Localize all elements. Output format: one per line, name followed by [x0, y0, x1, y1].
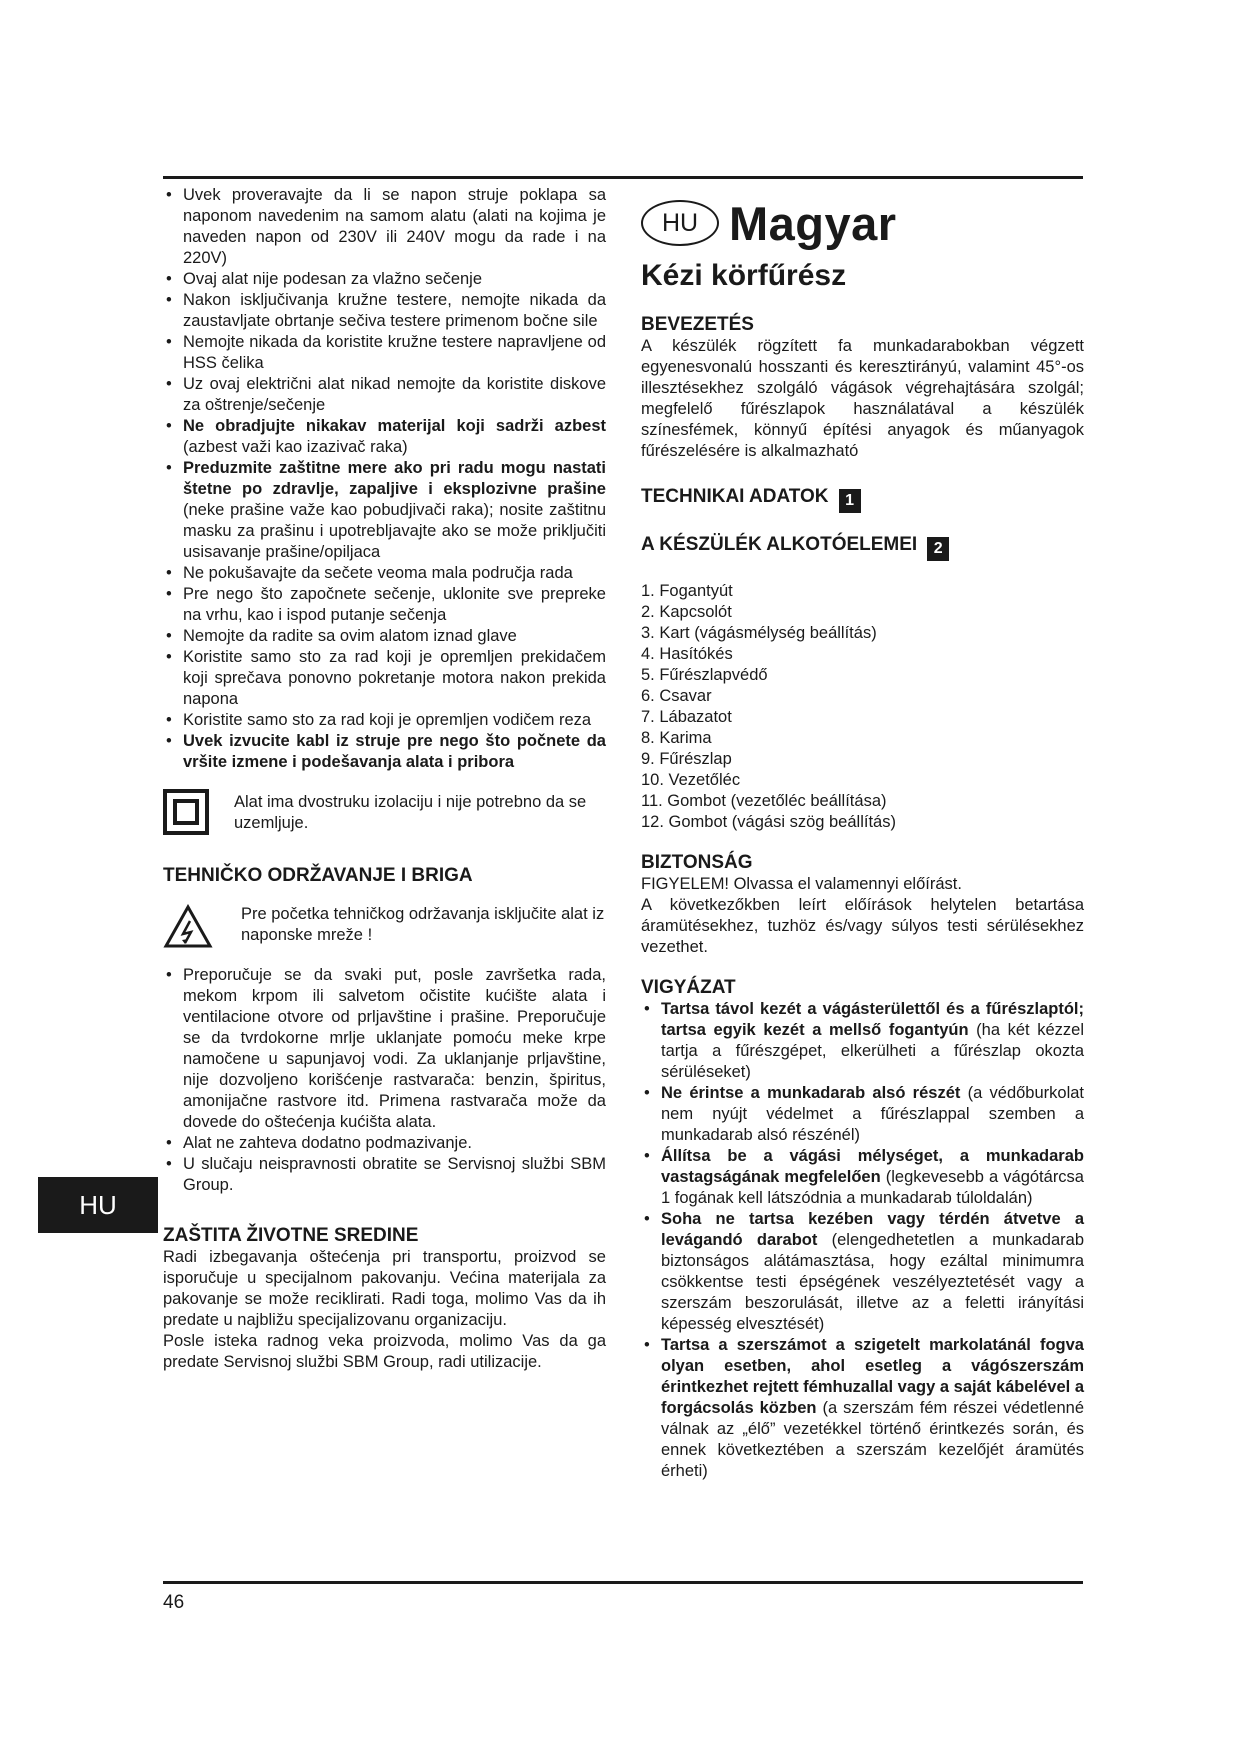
caution-bullet-list [641, 999, 1084, 1482]
language-code-oval: HU [641, 200, 719, 246]
left-column [163, 185, 606, 1373]
maintenance-warning-text: Pre početka tehničkog održavanja isključite alat iz naponske mreže ! [241, 905, 605, 944]
maintenance-bullet-list [163, 965, 606, 1196]
part-item: 5. Fűrészlapvédő [641, 666, 768, 684]
bold-text: Preduzmite zaštitne mere ako pri radu mogu nastati štetne po zdravlje, zapaljive i eksplozivne prašine [183, 459, 606, 498]
part-item: 9. Fűrészlap [641, 750, 732, 768]
part-item: 11. Gombot (vezetőléc beállítása) [641, 792, 887, 810]
body-text: Nemojte da radite sa ovim alatom iznad glave [183, 627, 517, 645]
safety-bullet-item [163, 563, 606, 584]
electric-warning-icon [163, 904, 213, 949]
caution-bullet-item [641, 999, 1084, 1083]
safety-heading: BIZTONSÁG [641, 852, 753, 873]
environment-paragraph-2: Posle isteka radnog veka proizvoda, molimo Vas da ga predate Servisnoj službi SBM Group, radi utilizacije. [163, 1332, 606, 1371]
caution-bullet-item [641, 1146, 1084, 1209]
top-rule [163, 176, 1083, 179]
maintenance-bullet-item: • Alat ne zahteva dodatno podmazivanje. [163, 1133, 606, 1154]
product-title: Kézi körfűrész [641, 259, 847, 292]
double-insulation-icon [163, 789, 209, 835]
safety-bullet-item [163, 647, 606, 710]
safety-bullet-item [163, 416, 606, 458]
right-column [641, 192, 1084, 1482]
body-text: (a védőburkolat nem nyújt védelmet a fűrészlappal szemben a munkadarab alsó részénél) [661, 1084, 1084, 1144]
environment-paragraph-1: Radi izbegavanja oštećenja pri transportu, proizvod se isporučuje u specijalnom pakovanju. Većina materijala za pakovanje se može reciklirati. Radi toga, molimo Vas da ih predate u najbližu specijalizovanu organizaciju. [163, 1248, 606, 1329]
safety-attention: FIGYELEM! Olvassa el valamennyi előírást. [641, 875, 962, 893]
body-text: Koristite samo sto za rad koji je opremljen prekidačem koji sprečava ponovno pokretanje motora nakon prekida napona [183, 648, 606, 708]
bold-text: Ne érintse a munkadarab alsó részét [661, 1084, 961, 1102]
part-item: 1. Fogantyút [641, 582, 733, 600]
body-text: Nakon isključivanja kružne testere, nemojte nikada da zaustavljate obrtanje sečiva testere primenom bočne sile [183, 291, 606, 330]
part-item: 4. Hasítókés [641, 645, 733, 663]
safety-text: A következőkben leírt előírások helytelen betartása áramütésekhez, tuzhöz és/vagy súlyos testi sérülésekhez vezethet. [641, 896, 1084, 956]
body-text: Uz ovaj električni alat nikad nemojte da koristite diskove za oštrenje/sečenje [183, 375, 606, 414]
page-number: 46 [163, 1592, 185, 1613]
part-item: 8. Karima [641, 729, 712, 747]
safety-bullet-item [163, 332, 606, 374]
body-text: (neke prašine važe kao pobudjivači raka); nosite zaštitnu masku za prašinu i upotrebljavajte ako se može priključiti usisavanje prašine/opiljaca [183, 501, 606, 561]
maintenance-bullet-item: • U slučaju neispravnosti obratite se Servisnoj službi SBM Group. [163, 1154, 606, 1196]
maintenance-warning [163, 904, 606, 949]
maintenance-heading: TEHNIČKO ODRŽAVANJE I BRIGA [163, 865, 473, 886]
language-name: Magyar [729, 196, 897, 250]
bold-text: Tartsa a szerszámot a szigetelt markolatánál fogva olyan esetben, ahol esetleg a vágószerszám érintkezhet rejtett fémhuzallal vagy a saját kábelével a forgácsolás közben [661, 1336, 1084, 1417]
body-text: (ha két kézzel tartja a fűrészgépet, elkerülheti a fűrészlap okozta sérüléseket) [661, 1021, 1084, 1081]
environment-heading: ZAŠTITA ŽIVOTNE SREDINE [163, 1225, 419, 1246]
figure-2-marker: 2 [927, 537, 949, 561]
double-insulation-text: Alat ima dvostruku izolaciju i nije potrebno da se uzemljuje. [234, 793, 587, 832]
safety-bullet-item [163, 374, 606, 416]
bottom-rule [163, 1581, 1083, 1584]
body-text: (elengedhetetlen a munkadarab biztonságos alátámasztása, hogy ezáltal minimumra csökkentse testi épségének veszélyeztetését vagy a szerszám beszorulását, illetve az a feletti irányítási képesség elvesztését) [661, 1231, 1084, 1333]
body-text: (a szerszám fém részei védetlenné válnak az „élő” vezetékkel történő érintkezés során, és ennek következtében a szerszám kezelőjét áramütés érheti) [661, 1399, 1084, 1480]
safety-bullet-item [163, 290, 606, 332]
body-text: Ne pokušavajte da sečete veoma mala područja rada [183, 564, 573, 582]
part-item: 12. Gombot (vágási szög beállítás) [641, 813, 896, 831]
bold-text: Uvek izvucite kabl iz struje pre nego što počnete da vršite izmene i podešavanja alata i pribora [183, 732, 606, 771]
double-insulation-note [163, 789, 606, 835]
bold-text: Soha ne tartsa kezében vagy térdén átvetve a levágandó darabot [661, 1210, 1084, 1249]
language-side-tab: HU [38, 1177, 158, 1233]
bold-text: Ne obradjujte nikakav materijal koji sadrži azbest [183, 417, 606, 435]
body-text: (legkevesebb a vágótárcsa 1 fogának kell látszódnia a munkadarab túloldalán) [661, 1168, 1084, 1207]
safety-bullet-item [163, 185, 606, 269]
language-title [641, 192, 1084, 254]
caution-bullet-item [641, 1209, 1084, 1335]
body-text: Pre nego što započnete sečenje, uklonite sve prepreke na vrhu, kao i ispod putanje sečenja [183, 585, 606, 624]
body-text: Ovaj alat nije podesan za vlažno sečenje [183, 270, 483, 288]
part-item: 3. Kart (vágásmélység beállítás) [641, 624, 877, 642]
intro-heading: BEVEZETÉS [641, 314, 754, 335]
intro-text: A készülék rögzített fa munkadarabokban végzett egyenesvonalú hosszanti és keresztirányú, valamint 45°-os illesztésekhez szolgáló vágások végrehajtására szolgál; megfelelő fűrészlapok használatával a készülék színesfémek, könnyű építési anyagok és műanyagok fűrészelésére is alkalmazható [641, 337, 1084, 460]
bold-text: Állítsa be a vágási mélységet, a munkadarab vastagságának megfelelően [661, 1147, 1084, 1186]
body-text: Uvek proveravajte da li se napon struje poklapa sa naponom navedenim na samom alatu (alati na kojima je naveden napon od 230V ili 240V mogu da rade i na 220V) [183, 186, 606, 267]
safety-bullet-item [163, 626, 606, 647]
part-item: 7. Lábazatot [641, 708, 732, 726]
caution-heading: VIGYÁZAT [641, 977, 736, 998]
safety-bullet-item [163, 731, 606, 773]
safety-bullet-item [163, 710, 606, 731]
safety-bullet-item [163, 269, 606, 290]
tech-data-label: TECHNIKAI ADATOK [641, 486, 829, 507]
part-item: 10. Vezetőléc [641, 771, 741, 789]
figure-1-marker: 1 [839, 489, 861, 513]
safety-bullet-item [163, 584, 606, 626]
part-item: 6. Csavar [641, 687, 712, 705]
body-text: Nemojte nikada da koristite kružne testere napravljene od HSS čelika [183, 333, 606, 372]
bold-text: Tartsa távol kezét a vágásterülettől és a fűrészlaptól; tartsa egyik kezét a mellső fogantyún [661, 1000, 1084, 1039]
parts-label: A KÉSZÜLÉK ALKOTÓELEMEI [641, 534, 918, 555]
body-text: Koristite samo sto za rad koji je opremljen vodičem reza [183, 711, 592, 729]
body-text: (azbest važi kao izazivač raka) [183, 438, 408, 456]
part-item: 2. Kapcsolót [641, 603, 732, 621]
safety-bullet-list [163, 185, 606, 773]
caution-bullet-item [641, 1335, 1084, 1482]
safety-bullet-item [163, 458, 606, 563]
parts-heading [641, 534, 1084, 561]
caution-bullet-item [641, 1083, 1084, 1146]
parts-list [641, 581, 1084, 833]
maintenance-bullet-item: • Preporučuje se da svaki put, posle završetka rada, mekom krpom ili salvetom očistite kućište alata i ventilacione otvore od prljavštine i prašine. Preporučuje se da tvrdokorne mrlje uklanjate pomoću meke krpe namočene u sapunjavoj vodi. Za uklanjanje prljavštine, nije dozvoljeno korišćenje rastvarača: benzin, špiritus, amonijačne rastvore itd. Primena rastvarača može da dovede do oštećenja kućišta alata. [163, 965, 606, 1133]
tech-data-heading [641, 486, 1084, 513]
